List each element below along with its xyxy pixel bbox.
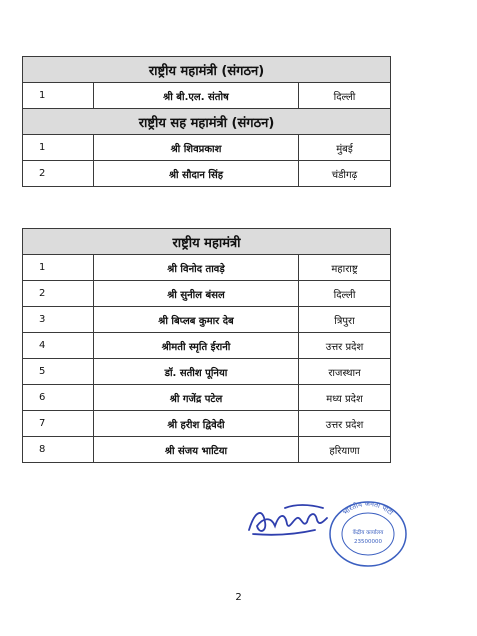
- seal-text: भारतीय जनता पार्टी: [341, 499, 395, 517]
- table-row: [23, 83, 391, 109]
- member-name: श्री विनोद तावड़े: [94, 255, 299, 281]
- table-row: [23, 161, 391, 187]
- serial-number: 1: [23, 255, 94, 281]
- party-seal: [327, 498, 409, 568]
- serial-number: 6: [23, 385, 94, 411]
- member-state: त्रिपुरा: [299, 307, 391, 333]
- serial-number: 2: [23, 281, 94, 307]
- section-heading: राष्ट्रीय महामंत्री (संगठन): [23, 57, 391, 83]
- serial-number: 8: [23, 437, 94, 463]
- table-row: [23, 333, 391, 359]
- member-state: दिल्ली: [299, 83, 391, 109]
- member-state: हरियाणा: [299, 437, 391, 463]
- table-row: [23, 359, 391, 385]
- section-heading: राष्ट्रीय सह महामंत्री (संगठन): [23, 109, 391, 135]
- serial-number: 1: [23, 135, 94, 161]
- table-row: [23, 437, 391, 463]
- member-name: श्री संजय भाटिया: [94, 437, 299, 463]
- member-name: श्री सुनील बंसल: [94, 281, 299, 307]
- serial-number: 2: [23, 161, 94, 187]
- member-state: उत्तर प्रदेश: [299, 411, 391, 437]
- member-state: दिल्ली: [299, 281, 391, 307]
- organization-general-secretaries-table: [22, 56, 391, 187]
- member-name: श्रीमती स्मृति ईरानी: [94, 333, 299, 359]
- section-header-row: [23, 109, 391, 135]
- member-name: डॉ. सतीश पूनिया: [94, 359, 299, 385]
- seal-number: 23500000: [354, 539, 382, 545]
- svg-text:भारतीय जनता पार्टी: [342, 500, 396, 518]
- table-row: [23, 385, 391, 411]
- serial-number: 3: [23, 307, 94, 333]
- member-name: श्री सौदान सिंह: [94, 161, 299, 187]
- section-header-row: [23, 229, 391, 255]
- member-name: श्री हरीश द्विवेदी: [94, 411, 299, 437]
- table-row: [23, 307, 391, 333]
- table-row: [23, 411, 391, 437]
- serial-number: 4: [23, 333, 94, 359]
- page-number: 2: [235, 592, 242, 603]
- member-state: राजस्थान: [299, 359, 391, 385]
- member-state: उत्तर प्रदेश: [299, 333, 391, 359]
- signature: [245, 500, 331, 540]
- member-name: श्री बी.एल. संतोष: [94, 83, 299, 109]
- table-row: [23, 255, 391, 281]
- member-state: चंडीगढ़: [299, 161, 391, 187]
- table-row: [23, 281, 391, 307]
- serial-number: 7: [23, 411, 94, 437]
- member-name: श्री शिवप्रकाश: [94, 135, 299, 161]
- section-heading: राष्ट्रीय महामंत्री: [23, 229, 391, 255]
- member-name: श्री बिप्लब कुमार देब: [94, 307, 299, 333]
- section-header-row: [23, 57, 391, 83]
- serial-number: 1: [23, 83, 94, 109]
- member-state: महाराष्ट्र: [299, 255, 391, 281]
- member-state: मुंबई: [299, 135, 391, 161]
- member-name: श्री गजेंद्र पटेल: [94, 385, 299, 411]
- serial-number: 5: [23, 359, 94, 385]
- member-state: मध्य प्रदेश: [299, 385, 391, 411]
- general-secretaries-table: [22, 228, 391, 463]
- seal-inner-text: केंद्रीय कार्यालय: [352, 530, 384, 536]
- table-row: [23, 135, 391, 161]
